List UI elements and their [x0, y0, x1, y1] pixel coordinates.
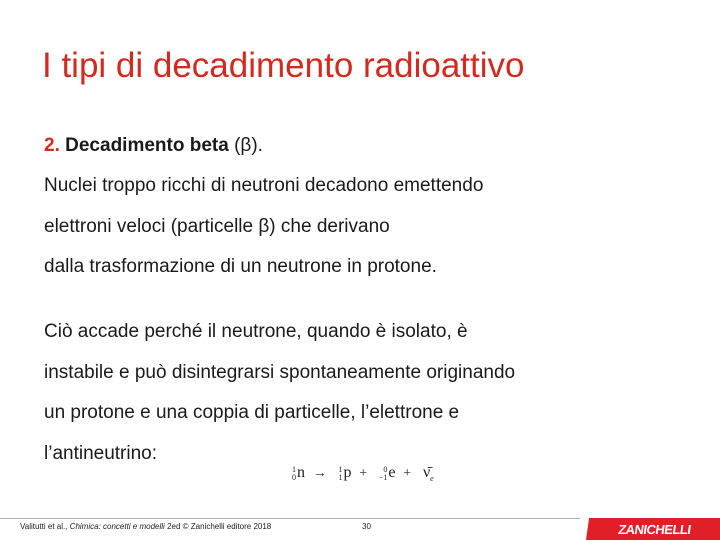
proton-term — [339, 464, 352, 482]
footer-edition: 2ed © Zanichelli editore 2018 — [167, 522, 272, 531]
electron-charge: −1 — [378, 472, 388, 482]
section-heading-text: Decadimento beta — [65, 135, 229, 156]
antineutrino-subscript: e — [430, 474, 434, 483]
section-number: 2. — [44, 135, 60, 156]
footer-divider — [0, 518, 580, 519]
proton-mass: 1 — [338, 464, 343, 474]
paragraph-line: l’antineutrino: — [44, 442, 158, 464]
neutron-term — [292, 464, 305, 482]
paragraph-line: instabile e può disintegrarsi spontaneamente originando — [44, 361, 516, 383]
antineutrino-term — [423, 464, 434, 483]
paragraph-line: un protone e una coppia di particelle, l’elettrone e — [44, 402, 460, 423]
paragraph-line: elettroni veloci (particelle β) che derivano — [44, 215, 390, 237]
footer-authors: Valitutti et al., — [20, 522, 68, 531]
reaction-arrow: → — [312, 466, 327, 481]
paragraph-1 — [44, 166, 684, 288]
footer-citation — [20, 522, 271, 531]
page-number: 30 — [362, 522, 371, 531]
plus-sign: + — [403, 466, 412, 481]
paragraph-line: dalla trasformazione di un neutrone in protone. — [44, 256, 437, 277]
slide-title: I tipi di decadimento radioattivo — [42, 46, 525, 85]
section-heading-paren: (β). — [234, 135, 263, 156]
plus-sign: + — [359, 466, 368, 481]
proton-charge: 1 — [338, 472, 343, 482]
proton-symbol: p — [343, 464, 352, 481]
neutron-charge: 0 — [292, 472, 296, 482]
neutron-mass: 1 — [292, 464, 296, 474]
paragraph-2 — [44, 312, 684, 474]
electron-mass: 0 — [383, 464, 388, 474]
section-heading — [44, 135, 263, 157]
publisher-logo: ZANICHELLI — [586, 518, 720, 540]
paragraph-line: Nuclei troppo ricchi di neutroni decadono emettendo — [44, 175, 484, 196]
beta-decay-equation — [288, 464, 434, 483]
antineutrino-symbol: ν̄ — [422, 464, 431, 481]
electron-term — [379, 464, 396, 482]
electron-symbol: e — [388, 464, 396, 481]
footer-book-title: Chimica: concetti e modelli — [69, 522, 165, 531]
paragraph-line: Ciò accade perché il neutrone, quando è isolato, è — [44, 321, 468, 342]
neutron-symbol: n — [297, 464, 305, 481]
